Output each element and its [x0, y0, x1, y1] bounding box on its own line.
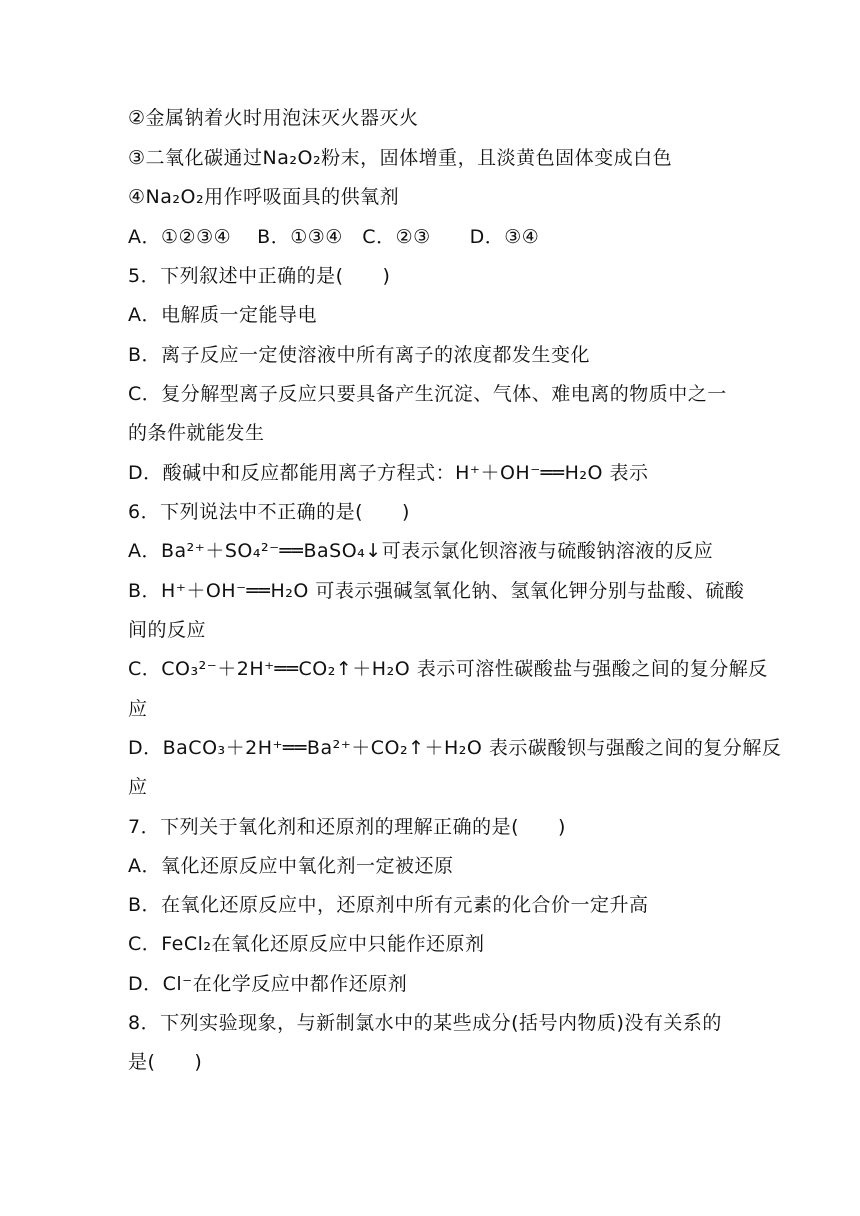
question-6-stem: 6．下列说法中不正确的是( ) — [128, 501, 410, 523]
answer-options: A．①②③④ B．①③④ C．②③ D．③④ — [128, 226, 540, 248]
option-d: D．酸碱中和反应都能用离子方程式：H⁺＋OH⁻══H₂O 表示 — [128, 462, 649, 484]
option-c: C．CO₃²⁻＋2H⁺══CO₂↑＋H₂O 表示可溶性碳酸盐与强酸之间的复分解反 — [128, 658, 768, 680]
option-d: D．Cl⁻在化学反应中都作还原剂 — [128, 973, 408, 995]
question-5-stem: 5．下列叙述中正确的是( ) — [128, 265, 391, 287]
option-b: B．在氧化还原反应中，还原剂中所有元素的化合价一定升高 — [128, 894, 649, 916]
option-c: C．FeCl₂在氧化还原反应中只能作还原剂 — [128, 933, 485, 955]
text-line: ②金属钠着火时用泡沫灭火器灭火 — [128, 107, 419, 129]
option-c-continued: 的条件就能发生 — [128, 422, 265, 444]
question-8-stem: 8．下列实验现象，与新制氯水中的某些成分(括号内物质)没有关系的 — [128, 1012, 722, 1034]
text-line: ④Na₂O₂用作呼吸面具的供氧剂 — [128, 186, 400, 208]
question-8-stem-continued: 是( ) — [128, 1051, 203, 1073]
option-c-continued: 应 — [128, 698, 148, 720]
question-7-stem: 7．下列关于氧化剂和还原剂的理解正确的是( ) — [128, 816, 566, 838]
option-b: B．离子反应一定使溶液中所有离子的浓度都发生变化 — [128, 344, 591, 366]
option-d-continued: 应 — [128, 776, 148, 798]
option-b: B．H⁺＋OH⁻══H₂O 可表示强碱氢氧化钠、氢氧化钾分别与盐酸、硫酸 — [128, 580, 745, 602]
option-b-continued: 间的反应 — [128, 619, 207, 641]
option-a: A．Ba²⁺＋SO₄²⁻══BaSO₄↓可表示氯化钡溶液与硫酸钠溶液的反应 — [128, 540, 714, 562]
option-a: A．电解质一定能导电 — [128, 304, 317, 326]
option-d: D．BaCO₃＋2H⁺══Ba²⁺＋CO₂↑＋H₂O 表示碳酸钡与强酸之间的复分解反 — [128, 737, 782, 759]
option-a: A．氧化还原反应中氧化剂一定被还原 — [128, 855, 454, 877]
option-c: C．复分解型离子反应只要具备产生沉淀、气体、难电离的物质中之一 — [128, 383, 727, 405]
text-line: ③二氧化碳通过Na₂O₂粉末，固体增重，且淡黄色固体变成白色 — [128, 147, 673, 169]
